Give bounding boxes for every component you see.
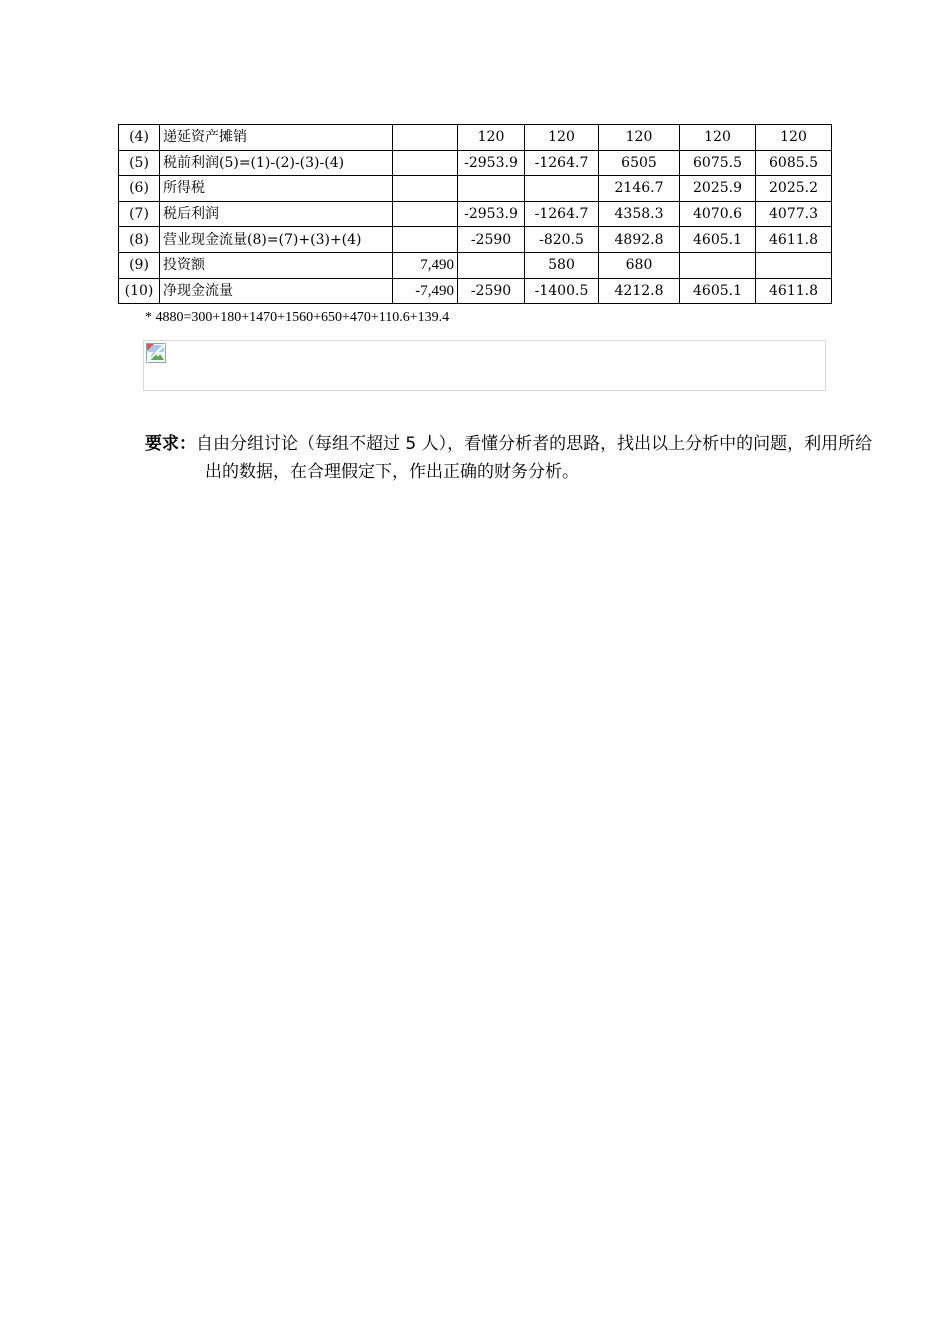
cell: 120 (756, 125, 832, 151)
cell (393, 125, 458, 151)
image-placeholder (143, 340, 826, 391)
cell (393, 227, 458, 253)
cell: 120 (680, 125, 756, 151)
cell: -2590 (458, 227, 525, 253)
row-label: 净现金流量 (160, 278, 393, 304)
cell: -1400.5 (525, 278, 599, 304)
cell (756, 252, 832, 278)
cell: -820.5 (525, 227, 599, 253)
cell: 4892.8 (599, 227, 680, 253)
cell: 4070.6 (680, 201, 756, 227)
cell: -2953.9 (458, 150, 525, 176)
cell: 4077.3 (756, 201, 832, 227)
cell: -7,490 (393, 278, 458, 304)
cell (393, 150, 458, 176)
table-row (119, 201, 832, 227)
table-row (119, 125, 832, 151)
cell: 6075.5 (680, 150, 756, 176)
cell: 580 (525, 252, 599, 278)
table-row (119, 227, 832, 253)
footnote: * 4880=300+180+1470+1560+650+470+110.6+139.4 (145, 310, 450, 325)
row-label: 所得税 (160, 176, 393, 202)
row-label: 税后利润 (160, 201, 393, 227)
cell: -1264.7 (525, 201, 599, 227)
row-number: (4) (119, 125, 160, 151)
cell (393, 201, 458, 227)
table-row (119, 278, 832, 304)
cell: 2025.2 (756, 176, 832, 202)
row-label: 营业现金流量(8)=(7)+(3)+(4) (160, 227, 393, 253)
cell (680, 252, 756, 278)
cell: 7,490 (393, 252, 458, 278)
cell: -2590 (458, 278, 525, 304)
cell (458, 252, 525, 278)
row-number: (7) (119, 201, 160, 227)
cell: -1264.7 (525, 150, 599, 176)
cell (393, 176, 458, 202)
cell: 2025.9 (680, 176, 756, 202)
row-number: (8) (119, 227, 160, 253)
cell: 4212.8 (599, 278, 680, 304)
table-row (119, 176, 832, 202)
cell: 4358.3 (599, 201, 680, 227)
row-label: 税前利润(5)=(1)-(2)-(3)-(4) (160, 150, 393, 176)
cell: 4605.1 (680, 278, 756, 304)
row-label: 投资额 (160, 252, 393, 278)
cell: 4605.1 (680, 227, 756, 253)
table-row (119, 252, 832, 278)
cell: -2953.9 (458, 201, 525, 227)
row-label: 递延资产摊销 (160, 125, 393, 151)
row-number: (10) (119, 278, 160, 304)
cell: 120 (599, 125, 680, 151)
requirement-text: 自由分组讨论（每组不超过 5 人），看懂分析者的思路，找出以上分析中的问题，利用所给出的数据，在合理假定下，作出正确的财务分析。 (196, 434, 873, 482)
cell: 4611.8 (756, 227, 832, 253)
cell: 680 (599, 252, 680, 278)
cell (525, 176, 599, 202)
cell: 120 (525, 125, 599, 151)
row-number: (5) (119, 150, 160, 176)
broken-image-icon (146, 343, 166, 367)
cell: 6085.5 (756, 150, 832, 176)
cash-flow-table (118, 124, 832, 304)
cell: 120 (458, 125, 525, 151)
table-row (119, 150, 832, 176)
row-number: (9) (119, 252, 160, 278)
row-number: (6) (119, 176, 160, 202)
requirement-paragraph (145, 430, 885, 486)
requirement-label: 要求： (145, 434, 196, 454)
cell: 4611.8 (756, 278, 832, 304)
cell (458, 176, 525, 202)
cell: 2146.7 (599, 176, 680, 202)
cell: 6505 (599, 150, 680, 176)
